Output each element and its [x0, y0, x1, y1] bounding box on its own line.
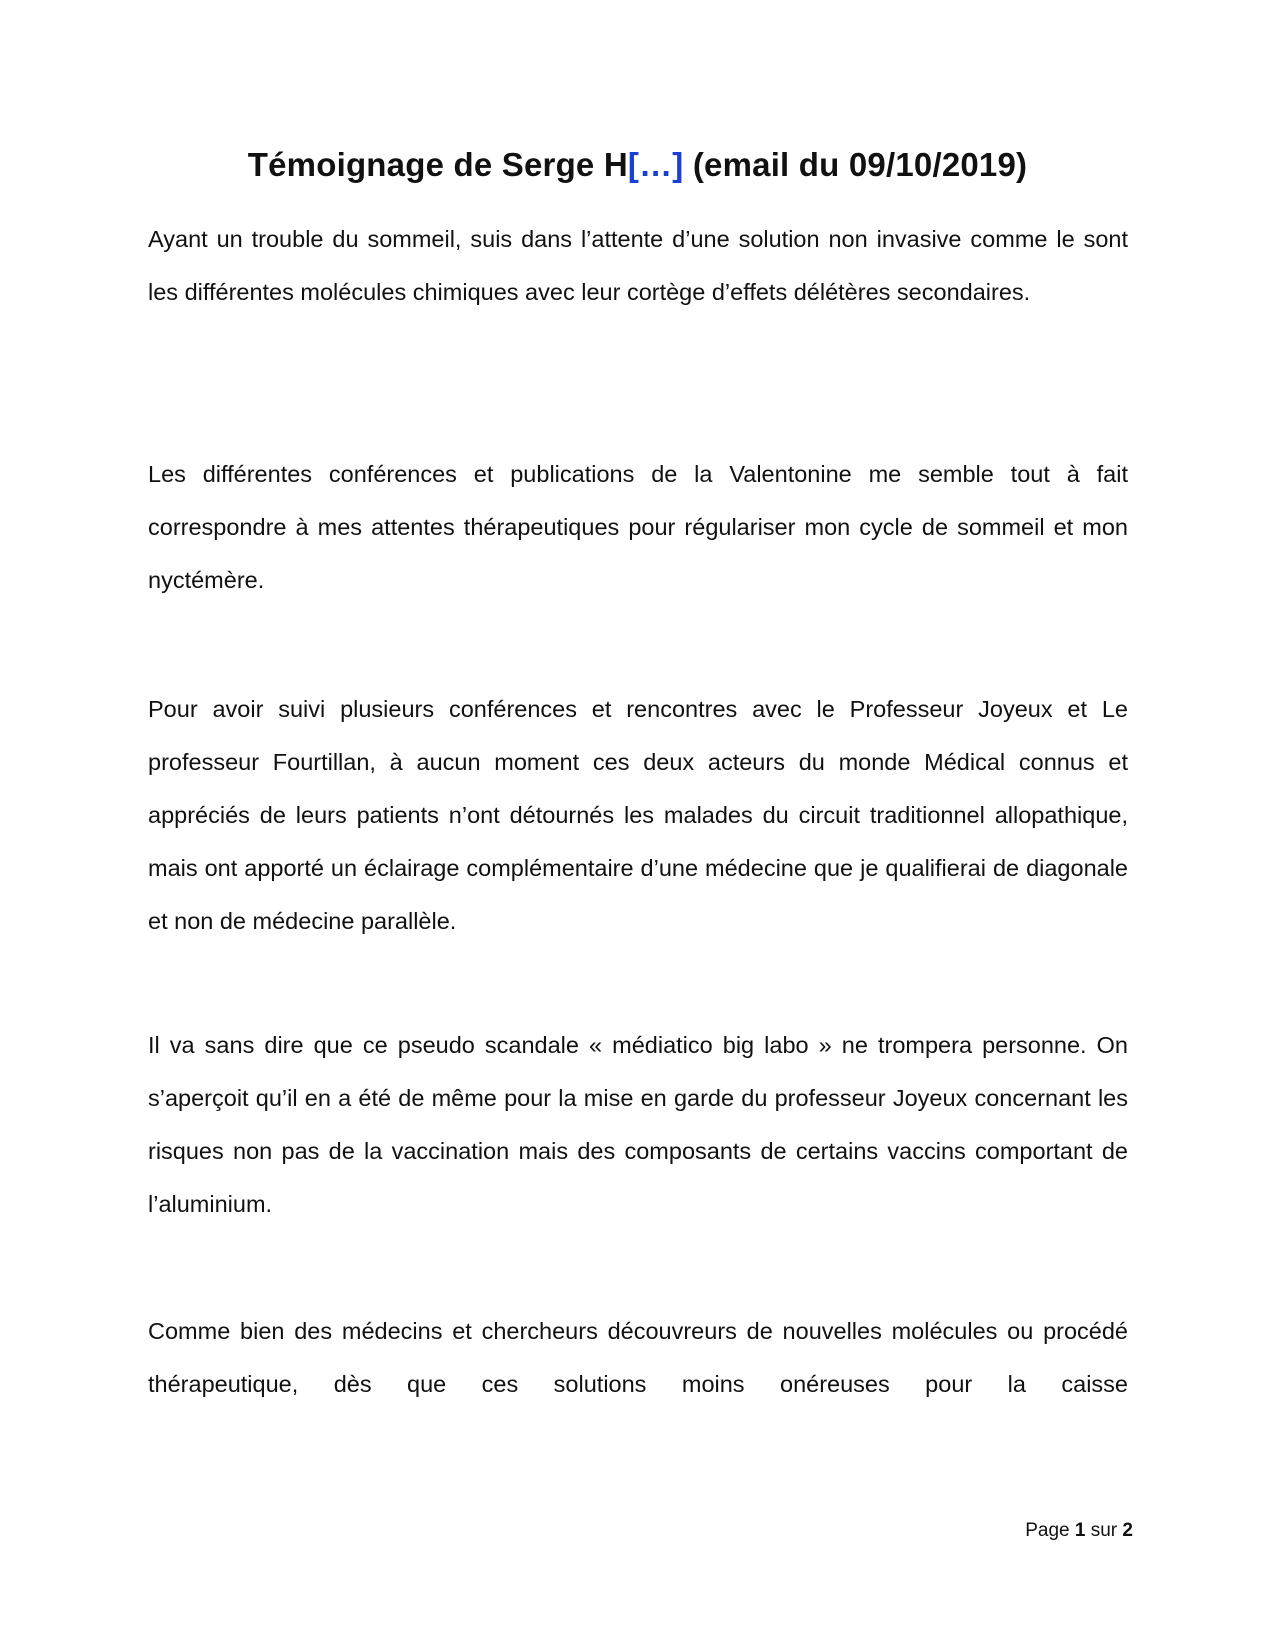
current-page: 1	[1074, 1520, 1086, 1541]
paragraph-2: Les différentes conférences et publications de la Valentonine me semble tout à fait correspondre à mes attentes thérapeutiques pour régulariser mon cycle de sommeil et mon nyctémère.	[148, 461, 1128, 593]
paragraph-5: Comme bien des médecins et chercheurs découvreurs de nouvelles molécules ou procédé thérapeutique, dès que ces solutions moins onéreuses pour la caisse	[148, 1318, 1128, 1397]
title-suffix: (email du 09/10/2019)	[683, 146, 1028, 183]
paragraph-4: Il va sans dire que ce pseudo scandale « médiatico big labo » ne trompera personne. On s’aperçoit qu’il en a été de même pour la mise en garde du professeur Joyeux concernant les risques non pas de la vaccination mais des composants de certains vaccins comportant de l’aluminium.	[148, 1032, 1128, 1217]
paragraph-1: Ayant un trouble du sommeil, suis dans l’attente d’une solution non invasive comme le sont les différentes molécules chimiques avec leur cortège d’effets délétères secondaires.	[148, 226, 1128, 305]
total-pages: 2	[1122, 1520, 1133, 1541]
title-prefix: Témoignage de Serge H	[247, 146, 628, 183]
page-number	[1025, 1518, 1133, 1544]
document-title	[0, 143, 1275, 187]
title-redaction-marker: […]	[627, 146, 684, 183]
paragraph-3: Pour avoir suivi plusieurs conférences et rencontres avec le Professeur Joyeux et Le professeur Fourtillan, à aucun moment ces deux acteurs du monde Médical connus et appréciés de leurs patients n’ont détournés les malades du circuit traditionnel allopathique, mais ont apporté un éclairage complémentaire d’une médecine que je qualifierai de diagonale et non de médecine parallèle.	[148, 696, 1128, 934]
of-label: sur	[1090, 1520, 1118, 1541]
page-label: Page	[1025, 1520, 1070, 1541]
